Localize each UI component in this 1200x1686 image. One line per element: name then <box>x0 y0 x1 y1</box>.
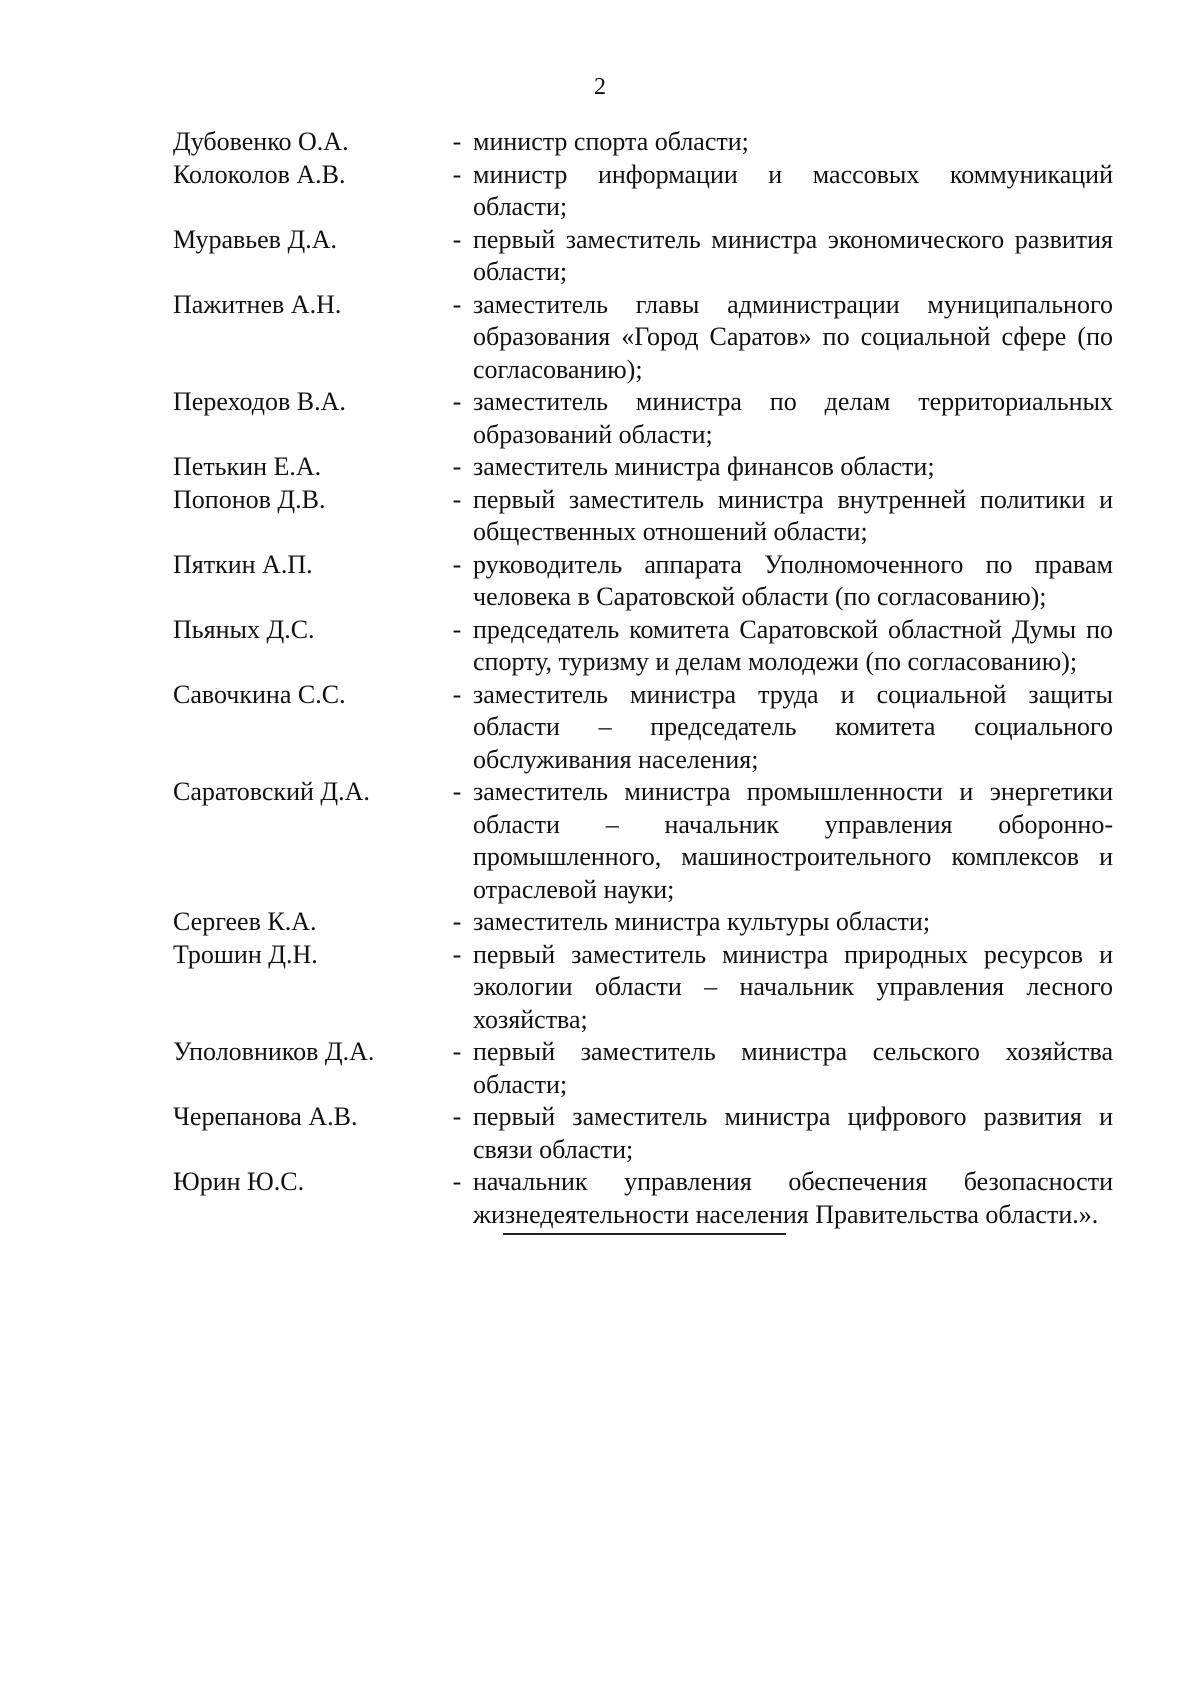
member-name: Дубовенко О.А. <box>173 127 349 156</box>
member-role: первый заместитель министра экономического развития области; <box>473 224 1113 286</box>
member-name: Черепанова А.В. <box>173 1102 358 1131</box>
list-item <box>173 906 1113 939</box>
member-role: заместитель министра промышленности и энергетики области – начальник управления оборонно-промышленного, машиностроительного комплексов и отраслевой науки; <box>473 777 1113 904</box>
dash-separator: - <box>452 484 462 514</box>
member-name: Попонов Д.В. <box>173 484 326 514</box>
member-name: Саратовский Д.А. <box>173 777 370 806</box>
member-role: заместитель министра культуры области; <box>473 907 931 936</box>
member-name: Сергеев К.А. <box>173 907 317 936</box>
dash-separator: - <box>452 679 462 709</box>
dash-separator: - <box>452 939 462 969</box>
list-item <box>173 451 1113 484</box>
dash-separator: - <box>452 289 462 319</box>
list-item <box>173 484 1113 549</box>
list-item <box>173 159 1113 224</box>
member-list <box>173 126 1113 1231</box>
member-name: Трошин Д.Н. <box>173 939 318 969</box>
member-name: Петькин Е.А. <box>173 452 322 481</box>
list-item <box>173 386 1113 451</box>
dash-separator: - <box>452 159 462 189</box>
list-item <box>173 224 1113 289</box>
member-role: первый заместитель министра сельского хозяйства области; <box>473 1037 1113 1099</box>
dash-separator: - <box>452 614 462 644</box>
closing-rule <box>503 1233 786 1235</box>
member-name: Пяткин А.П. <box>173 549 313 579</box>
dash-separator: - <box>452 127 462 156</box>
dash-separator: - <box>452 452 462 481</box>
member-name: Колоколов А.В. <box>173 159 346 189</box>
member-role: руководитель аппарата Уполномоченного по правам человека в Саратовской области (по согласованию); <box>473 549 1113 611</box>
member-role: министр информации и массовых коммуникаций области; <box>473 159 1113 221</box>
member-name: Юрин Ю.С. <box>173 1167 305 1196</box>
dash-separator: - <box>452 1167 462 1196</box>
member-role: министр спорта области; <box>473 127 749 156</box>
list-item <box>173 549 1113 614</box>
member-role: начальник управления обеспечения безопасности жизнедеятельности населения Правительства области.». <box>473 1167 1113 1229</box>
dash-separator: - <box>452 224 462 254</box>
member-role: заместитель министра финансов области; <box>473 452 935 481</box>
list-item <box>173 679 1113 777</box>
list-item <box>173 776 1113 906</box>
member-role: заместитель главы администрации муниципального образования «Город Саратов» по социальной сфере (по согласованию); <box>473 289 1113 384</box>
list-item <box>173 1166 1113 1231</box>
list-item <box>173 126 1113 159</box>
dash-separator: - <box>452 1102 462 1131</box>
member-role: председатель комитета Саратовской областной Думы по спорту, туризму и делам молодежи (по согласованию); <box>473 614 1113 676</box>
member-role: первый заместитель министра внутренней политики и общественных отношений области; <box>473 484 1113 546</box>
list-item <box>173 289 1113 387</box>
member-name: Пьяных Д.С. <box>173 614 315 644</box>
member-name: Пажитнев А.Н. <box>173 289 342 319</box>
page-number: 2 <box>594 74 606 100</box>
dash-separator: - <box>452 907 462 936</box>
member-role: первый заместитель министра природных ресурсов и экологии области – начальник управления лесного хозяйства; <box>473 939 1113 1034</box>
member-name: Савочкина С.С. <box>173 679 346 709</box>
dash-separator: - <box>452 549 462 579</box>
list-item <box>173 939 1113 1037</box>
dash-separator: - <box>452 387 462 416</box>
member-role: первый заместитель министра цифрового развития и связи области; <box>473 1102 1113 1164</box>
member-name: Муравьев Д.А. <box>173 224 337 254</box>
dash-separator: - <box>452 1037 462 1066</box>
member-role: заместитель министра по делам территориальных образований области; <box>473 387 1113 449</box>
list-item <box>173 614 1113 679</box>
dash-separator: - <box>452 777 462 806</box>
member-name: Переходов В.А. <box>173 387 346 416</box>
member-role: заместитель министра труда и социальной защиты области – председатель комитета социального обслуживания населения; <box>473 679 1113 774</box>
member-name: Уполовников Д.А. <box>173 1037 375 1066</box>
list-item <box>173 1101 1113 1166</box>
list-item <box>173 1036 1113 1101</box>
